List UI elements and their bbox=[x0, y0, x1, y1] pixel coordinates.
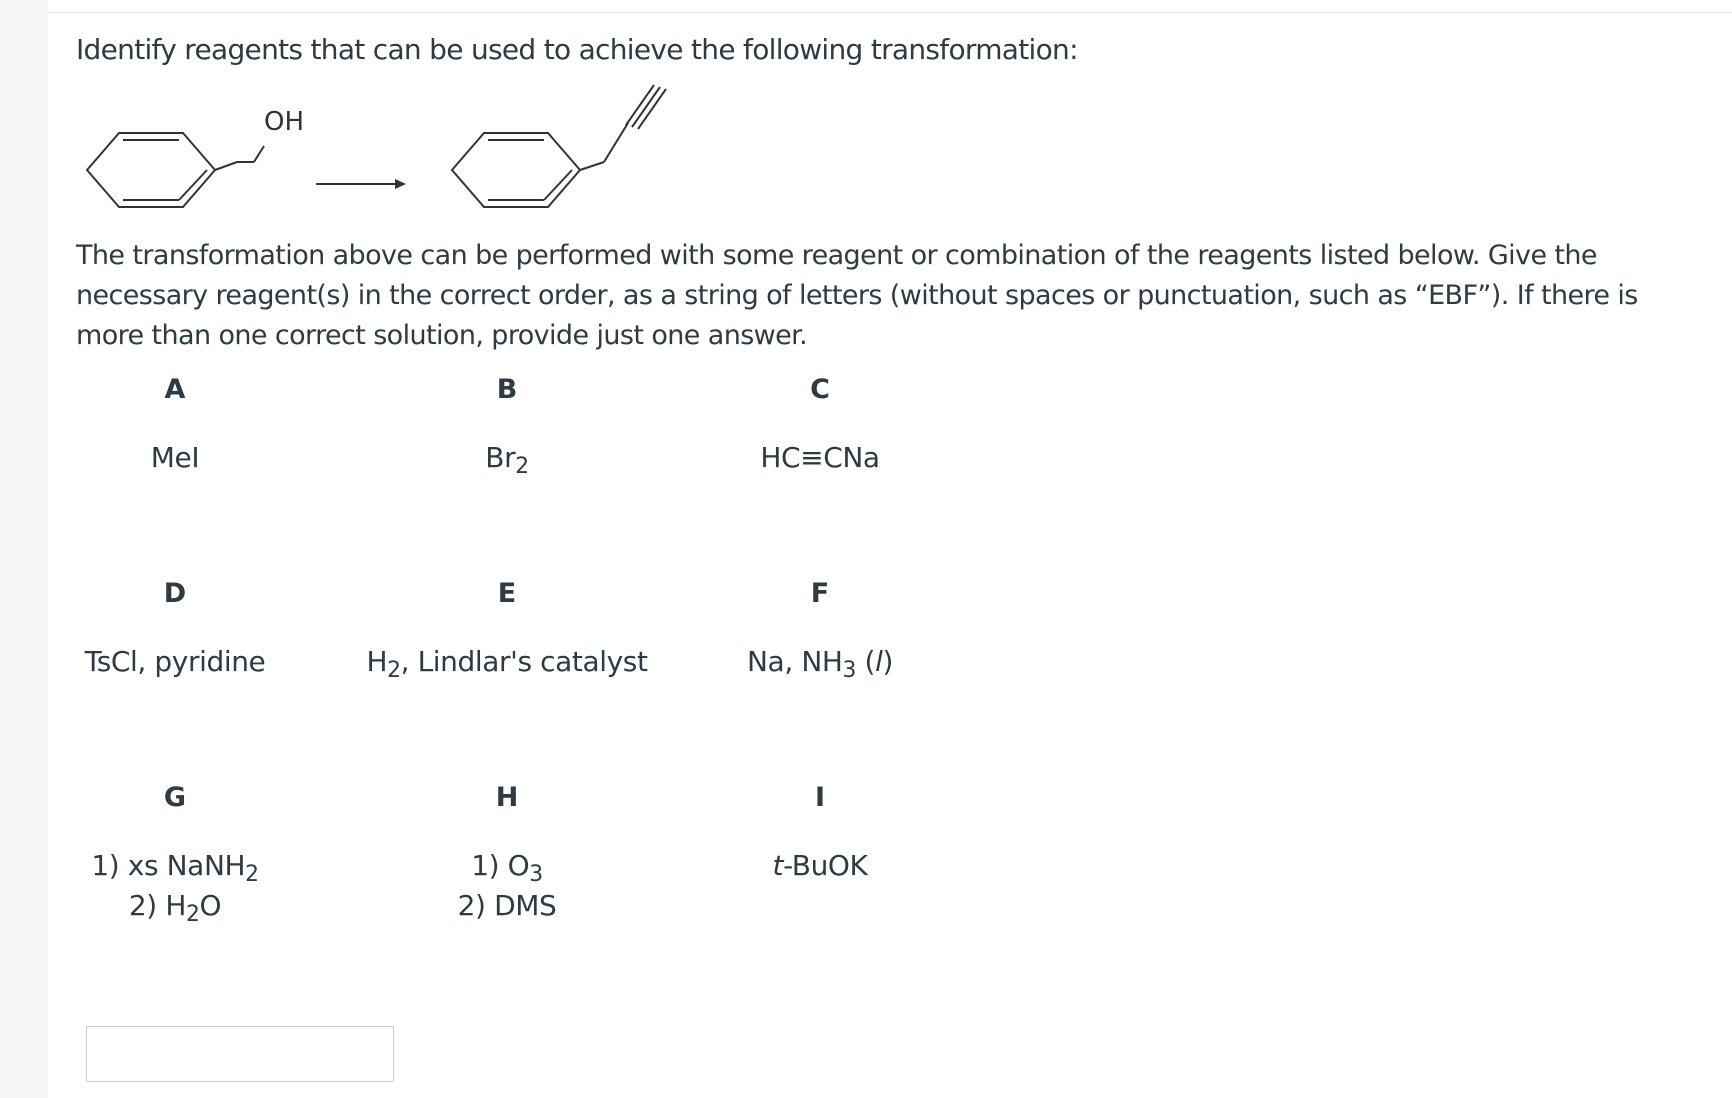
reagent-B bbox=[347, 372, 667, 478]
reaction-scheme bbox=[76, 78, 696, 228]
reagent-text: TsCl, pyridine bbox=[84, 645, 266, 678]
reagent-I bbox=[660, 780, 980, 886]
reagent-letter: I bbox=[814, 782, 826, 813]
reagent-C bbox=[660, 372, 980, 478]
reagent-A bbox=[15, 372, 335, 478]
reagent-E bbox=[347, 576, 667, 682]
reagent-text-line-1: 1) xs NaNH$_2$ bbox=[91, 849, 259, 888]
reactant-structure bbox=[87, 133, 264, 207]
reagent-text: Na, $NH_3$ (l) bbox=[747, 645, 893, 684]
product-structure bbox=[452, 85, 666, 207]
reagent-letter: G bbox=[163, 782, 187, 813]
alkyne-bond-3 bbox=[638, 89, 666, 129]
reagent-text-line-2: 2) $H_2O$ bbox=[128, 889, 222, 928]
reagent-letter: C bbox=[810, 374, 830, 405]
reagent-G bbox=[15, 780, 335, 926]
reagent-letter: H bbox=[495, 782, 519, 813]
question-prompt: Identify reagents that can be used to achieve the following transformation: bbox=[76, 33, 1078, 66]
reactant-oh-label: OH bbox=[264, 107, 305, 137]
reagent-text-line-1: 1) $O_3$ bbox=[471, 849, 543, 888]
alkyne-bond-1 bbox=[626, 85, 654, 125]
reagent-letter: F bbox=[810, 578, 830, 609]
reagent-text: MeI bbox=[150, 441, 200, 474]
product-propargyl-bond bbox=[604, 123, 628, 162]
reagent-text: $H_2$, Lindlar's catalyst bbox=[366, 645, 648, 684]
reagent-text: t-BuOK bbox=[772, 849, 868, 882]
reagent-text-line-2: 2) DMS bbox=[457, 889, 557, 922]
reactant-oh-bond bbox=[254, 146, 264, 162]
reagent-F bbox=[660, 576, 980, 682]
left-gutter bbox=[0, 0, 48, 1098]
reagent-text: HC≡CNa bbox=[760, 441, 880, 474]
reaction-arrow bbox=[316, 179, 406, 189]
reagent-letter: D bbox=[163, 578, 187, 609]
alkyne-bond-2 bbox=[632, 87, 660, 127]
answer-input[interactable] bbox=[86, 1026, 394, 1082]
instructions-text: The transformation above can be performed with some reagent or combination of the reagents listed below. Give the necessary reagent(s) in the correct order, as a string of letters (without spaces or punctuation, such as “EBF”). If there is more than one correct solution, provide just one answer. bbox=[76, 240, 1638, 351]
product-benzene-ring bbox=[452, 133, 580, 207]
reactant-benzene-ring bbox=[87, 133, 215, 207]
reagent-text: $Br_2$ bbox=[485, 441, 529, 480]
top-divider bbox=[48, 12, 1732, 13]
reagent-D bbox=[15, 576, 335, 682]
reagent-letter: A bbox=[164, 374, 186, 405]
reagent-letter: E bbox=[497, 578, 517, 609]
reagent-letter: B bbox=[496, 374, 518, 405]
reagent-H bbox=[347, 780, 667, 926]
